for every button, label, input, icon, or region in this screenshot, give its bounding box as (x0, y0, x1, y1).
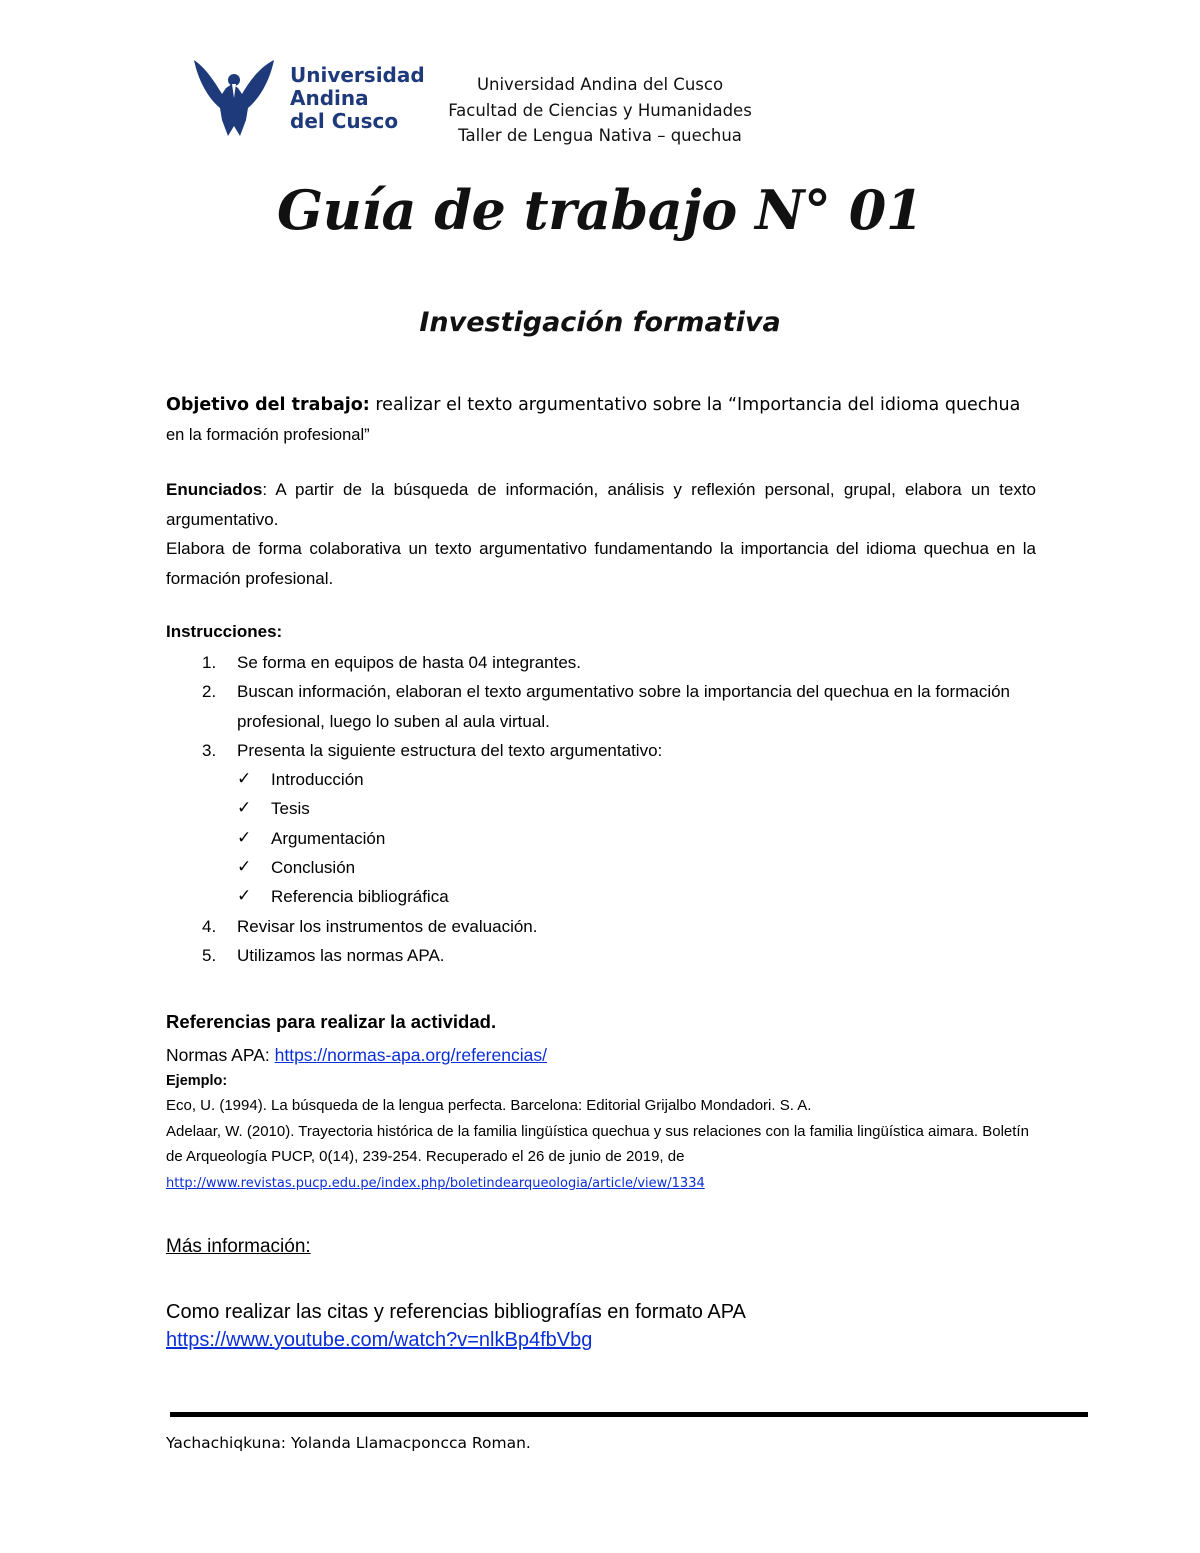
statements-paragraph (166, 475, 1036, 593)
list-item (166, 736, 1046, 765)
logo-line: Andina (290, 86, 369, 110)
check-icon: ✓ (237, 769, 252, 790)
university-name: Universidad Andina del Cusco (476, 75, 724, 94)
footer-text: Yachachiqkuna: Yolanda Llamacponcca Roman. (166, 1434, 531, 1452)
check-icon: ✓ (237, 798, 252, 819)
list-text: Revisar los instrumentos de evaluación. (237, 916, 538, 936)
structure-text: Conclusión (271, 858, 356, 878)
instructions-title: Instrucciones: (166, 622, 283, 641)
course-name: Taller de Lengua Nativa – quechua (458, 126, 742, 145)
structure-text: Introducción (271, 770, 364, 790)
structure-text: Referencia bibliográfica (271, 887, 449, 907)
page-title: Guía de trabajo N° 01 (277, 178, 923, 242)
structure-text: Argumentación (271, 828, 386, 848)
youtube-link[interactable]: https://www.youtube.com/watch?v=nlkBp4fbVbg (166, 1329, 593, 1351)
normas-apa-line (166, 1041, 1046, 1069)
check-icon: ✓ (237, 857, 252, 878)
normas-apa-link[interactable]: https://normas-apa.org/referencias/ (274, 1045, 547, 1065)
list-item (166, 648, 1046, 677)
structure-text: Tesis (271, 799, 310, 819)
statements-line (166, 475, 1036, 534)
list-number: 5. (202, 945, 217, 965)
list-item (166, 941, 1046, 970)
instructions-list (166, 648, 1046, 970)
header-lines (350, 72, 850, 149)
faculty-name: Facultad de Ciencias y Humanidades (448, 100, 752, 120)
statements-text: : A partir de la búsqueda de información, análisis y reflexión personal, grupal, elabora un texto argumentativo. (166, 480, 1036, 529)
more-info-heading: Más información: (166, 1236, 311, 1257)
objective-label: Objetivo del trabajo: (166, 395, 370, 415)
list-text: Utilizamos las normas APA. (237, 945, 445, 965)
more-info-text: Como realizar las citas y referencias bibliografías en formato APA (166, 1301, 746, 1323)
list-number: 4. (202, 916, 217, 936)
page-subtitle: Investigación formativa (419, 307, 781, 338)
reference-entry: Adelaar, W. (2010). Trayectoria histórica de la familia lingüística quechua y sus relaciones con la familia lingüística aimara. Boletín de Arqueología PUCP, 0(14), 239-254. Recuperado el 26 de junio de 2019, de (166, 1122, 1029, 1165)
list-number: 3. (202, 740, 217, 760)
check-icon: ✓ (237, 886, 252, 907)
reference-link[interactable]: http://www.revistas.pucp.edu.pe/index.php/boletindearqueologia/article/view/1334 (166, 1175, 705, 1191)
statements-label: Enunciados (166, 480, 263, 499)
list-text: Presenta la siguiente estructura del texto argumentativo: (237, 740, 663, 760)
check-icon: ✓ (237, 827, 252, 848)
list-item (166, 677, 1046, 736)
normas-label: Normas APA: (166, 1045, 275, 1065)
list-number: 1. (202, 653, 217, 672)
logo-line: Universidad (290, 63, 425, 87)
objective-paragraph (166, 390, 1036, 450)
references-title: Referencias para realizar la actividad. (166, 1011, 497, 1032)
example-label: Ejemplo: (166, 1073, 228, 1089)
list-number: 2. (202, 682, 217, 702)
statements-text-2: Elabora de forma colaborativa un texto argumentativo fundamentando la importancia del idioma quechua en la formación profesional. (166, 539, 1036, 588)
list-text: Buscan información, elaboran el texto argumentativo sobre la importancia del quechua en la formación profesional, luego lo suben al aula virtual. (237, 682, 1011, 731)
objective-text: realizar el texto argumentativo sobre la “Importancia del idioma quechua (369, 395, 1021, 415)
references-section (166, 1041, 1046, 1196)
reference-entry: Eco, U. (1994). La búsqueda de la lengua perfecta. Barcelona: Editorial Grijalbo Mondadori. S. A. (166, 1097, 812, 1114)
reference-link-line (166, 1170, 1046, 1197)
structure-item (166, 765, 1046, 794)
structure-item (166, 853, 1046, 882)
objective-text-end: en la formación profesional” (166, 426, 370, 444)
structure-item (166, 882, 1046, 911)
logo-line: del Cusco (290, 109, 399, 133)
footer-divider (170, 1412, 1088, 1417)
more-info-line (166, 1329, 592, 1352)
list-text: Se forma en equipos de hasta 04 integrantes. (237, 653, 582, 672)
eagle-icon (186, 54, 282, 140)
list-item (166, 912, 1046, 941)
structure-item (166, 824, 1046, 853)
structure-item (166, 794, 1046, 823)
